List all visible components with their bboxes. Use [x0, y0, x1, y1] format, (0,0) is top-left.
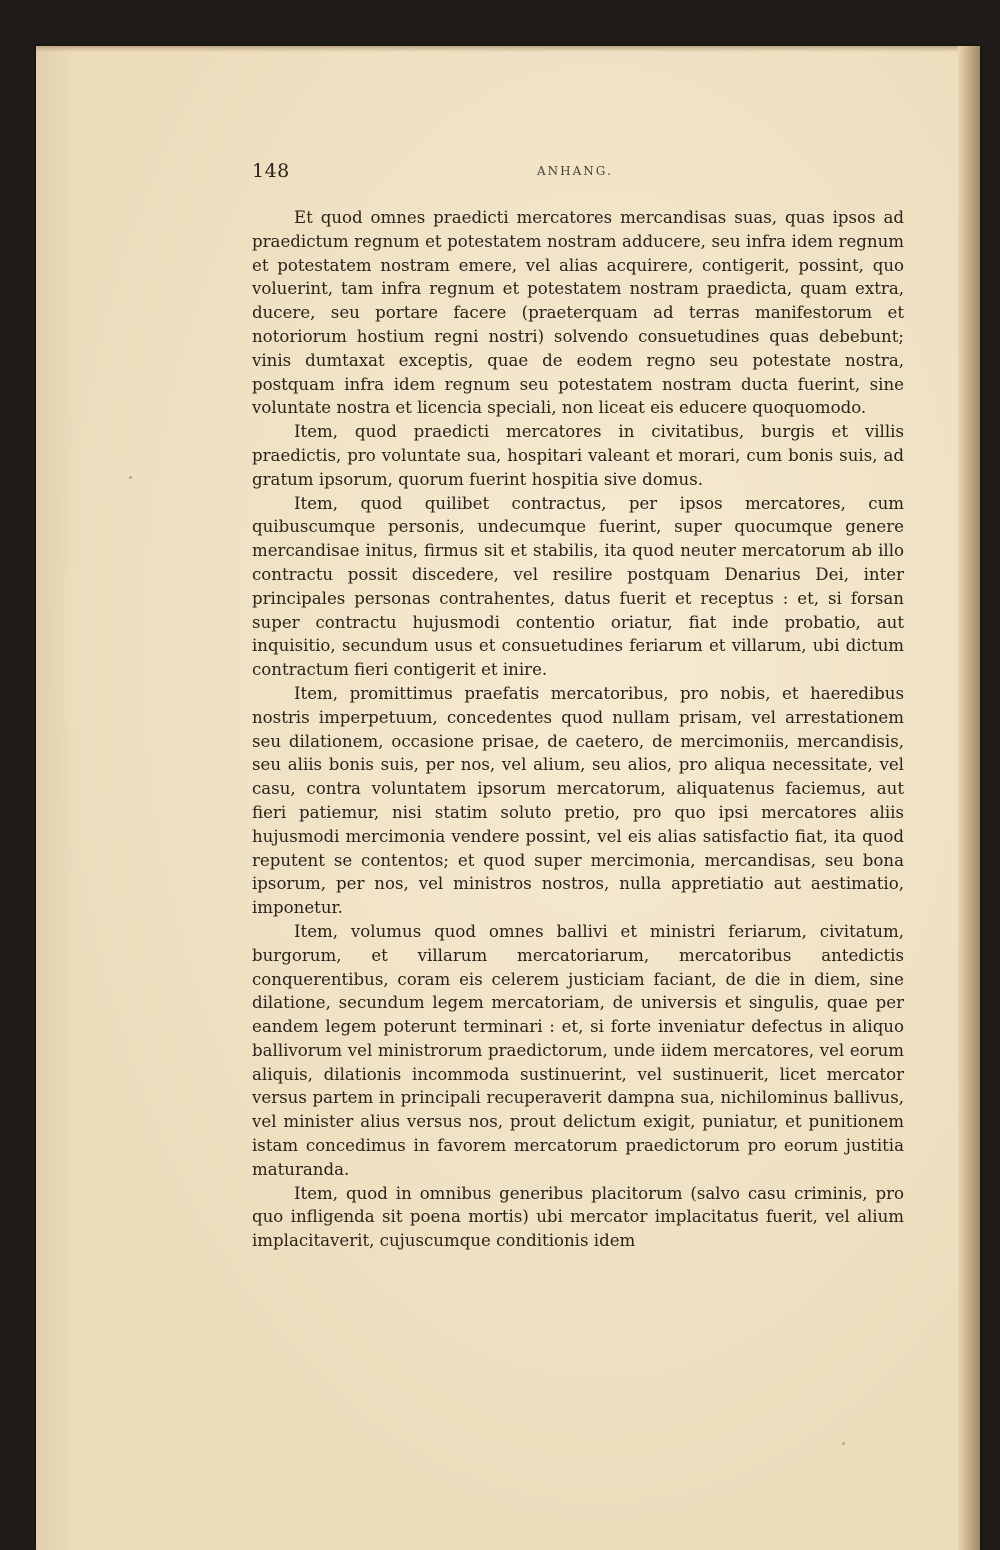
paper-speck [842, 1442, 845, 1445]
running-title: ANHANG. [537, 164, 613, 178]
paragraph-2: Item, quod praedicti mercatores in civitatibus, burgis et villis praedictis, pro voluntate sua, hospitari valeant et morari, cum bonis suis, ad gratum ipsorum, quorum fuerint hospitia sive domus. [252, 422, 904, 489]
running-head [252, 160, 904, 186]
paper-speck [129, 476, 132, 479]
page-number: 148 [252, 160, 290, 182]
paragraph-5: Item, volumus quod omnes ballivi et ministri feriarum, civitatum, burgorum, et villarum mercatoriarum, mercatoribus antedictis conquerentibus, coram eis celerem justiciam faciant, de die in diem, sine dilatione, secundum legem mercatoriam, de universis et singulis, quae per eandem legem poterunt terminari : et, si forte inveniatur defectus in aliquo ballivorum vel ministrorum praedictorum, unde iidem mercatores, vel eorum aliquis, dilationis incommoda sustinuerint, vel sustinuerit, licet mercator versus partem in principali recuperaverit dampna sua, nichilominus ballivus, vel minister alius versus nos, prout delictum exigit, puniatur, et punitionem istam concedimus in favorem mercatorum praedictorum pro eorum justitia maturanda. [252, 921, 904, 1179]
paragraph-3: Item, quod quilibet contractus, per ipsos mercatores, cum quibuscumque personis, undecumque fuerint, super quocumque genere mercandisae initus, firmus sit et stabilis, ita quod neuter mercatorum ab illo contractu possit discedere, vel resilire postquam Denarius Dei, inter principales personas contrahentes, datus fuerit et receptus : et, si forsan super contractu hujusmodi contentio oriatur, fiat inde probatio, aut inquisitio, secundum usus et consuetudines feriarum et villarum, ubi dictum contractum fieri contigerit et inire. [252, 493, 904, 680]
right-page-edge [958, 46, 980, 1550]
body-text [252, 206, 904, 1253]
paragraph-1: Et quod omnes praedicti mercatores mercandisas suas, quas ipsos ad praedictum regnum et potestatem nostram adducere, seu infra idem regnum et potestatem nostram emere, vel alias acquirere, contigerit, possint, quo voluerint, tam infra regnum et potestatem nostram praedicta, quam extra, ducere, seu portare facere (praeterquam ad terras manifestorum et notoriorum hostium regni nostri) solvendo consuetudines quas debebunt; vinis dumtaxat exceptis, quae de eodem regno seu potestate nostra, postquam infra idem regnum seu potestatem nostram ducta fuerint, sine voluntate nostra et licencia speciali, non liceat eis educere quoquomodo. [252, 208, 904, 418]
paragraph-4: Item, promittimus praefatis mercatoribus, pro nobis, et haeredibus nostris imperpetuum, concedentes quod nullam prisam, vel arrestationem seu dilationem, occasione prisae, de caetero, de mercimoniis, mercandisis, seu aliis bonis suis, per nos, vel alium, seu alios, pro aliqua necessitate, vel casu, contra voluntatem ipsorum mercatorum, aliquatenus faciemus, aut fieri patiemur, nisi statim soluto pretio, pro quo ipsi mercatores aliis hujusmodi mercimonia vendere possint, vel eis alias satisfactio fiat, ita quod reputent se contentos; et quod super mercimonia, mercandisas, seu bona ipsorum, per nos, vel ministros nostros, nulla appretiatio aut aestimatio, imponetur. [252, 683, 904, 918]
paragraph-6: Item, quod in omnibus generibus placitorum (salvo casu criminis, pro quo infligenda sit poena mortis) ubi mercator implacitatus fuerit, vel alium implacitaverit, cujuscumque conditionis idem [252, 1183, 904, 1251]
top-edge-shadow [36, 46, 980, 52]
